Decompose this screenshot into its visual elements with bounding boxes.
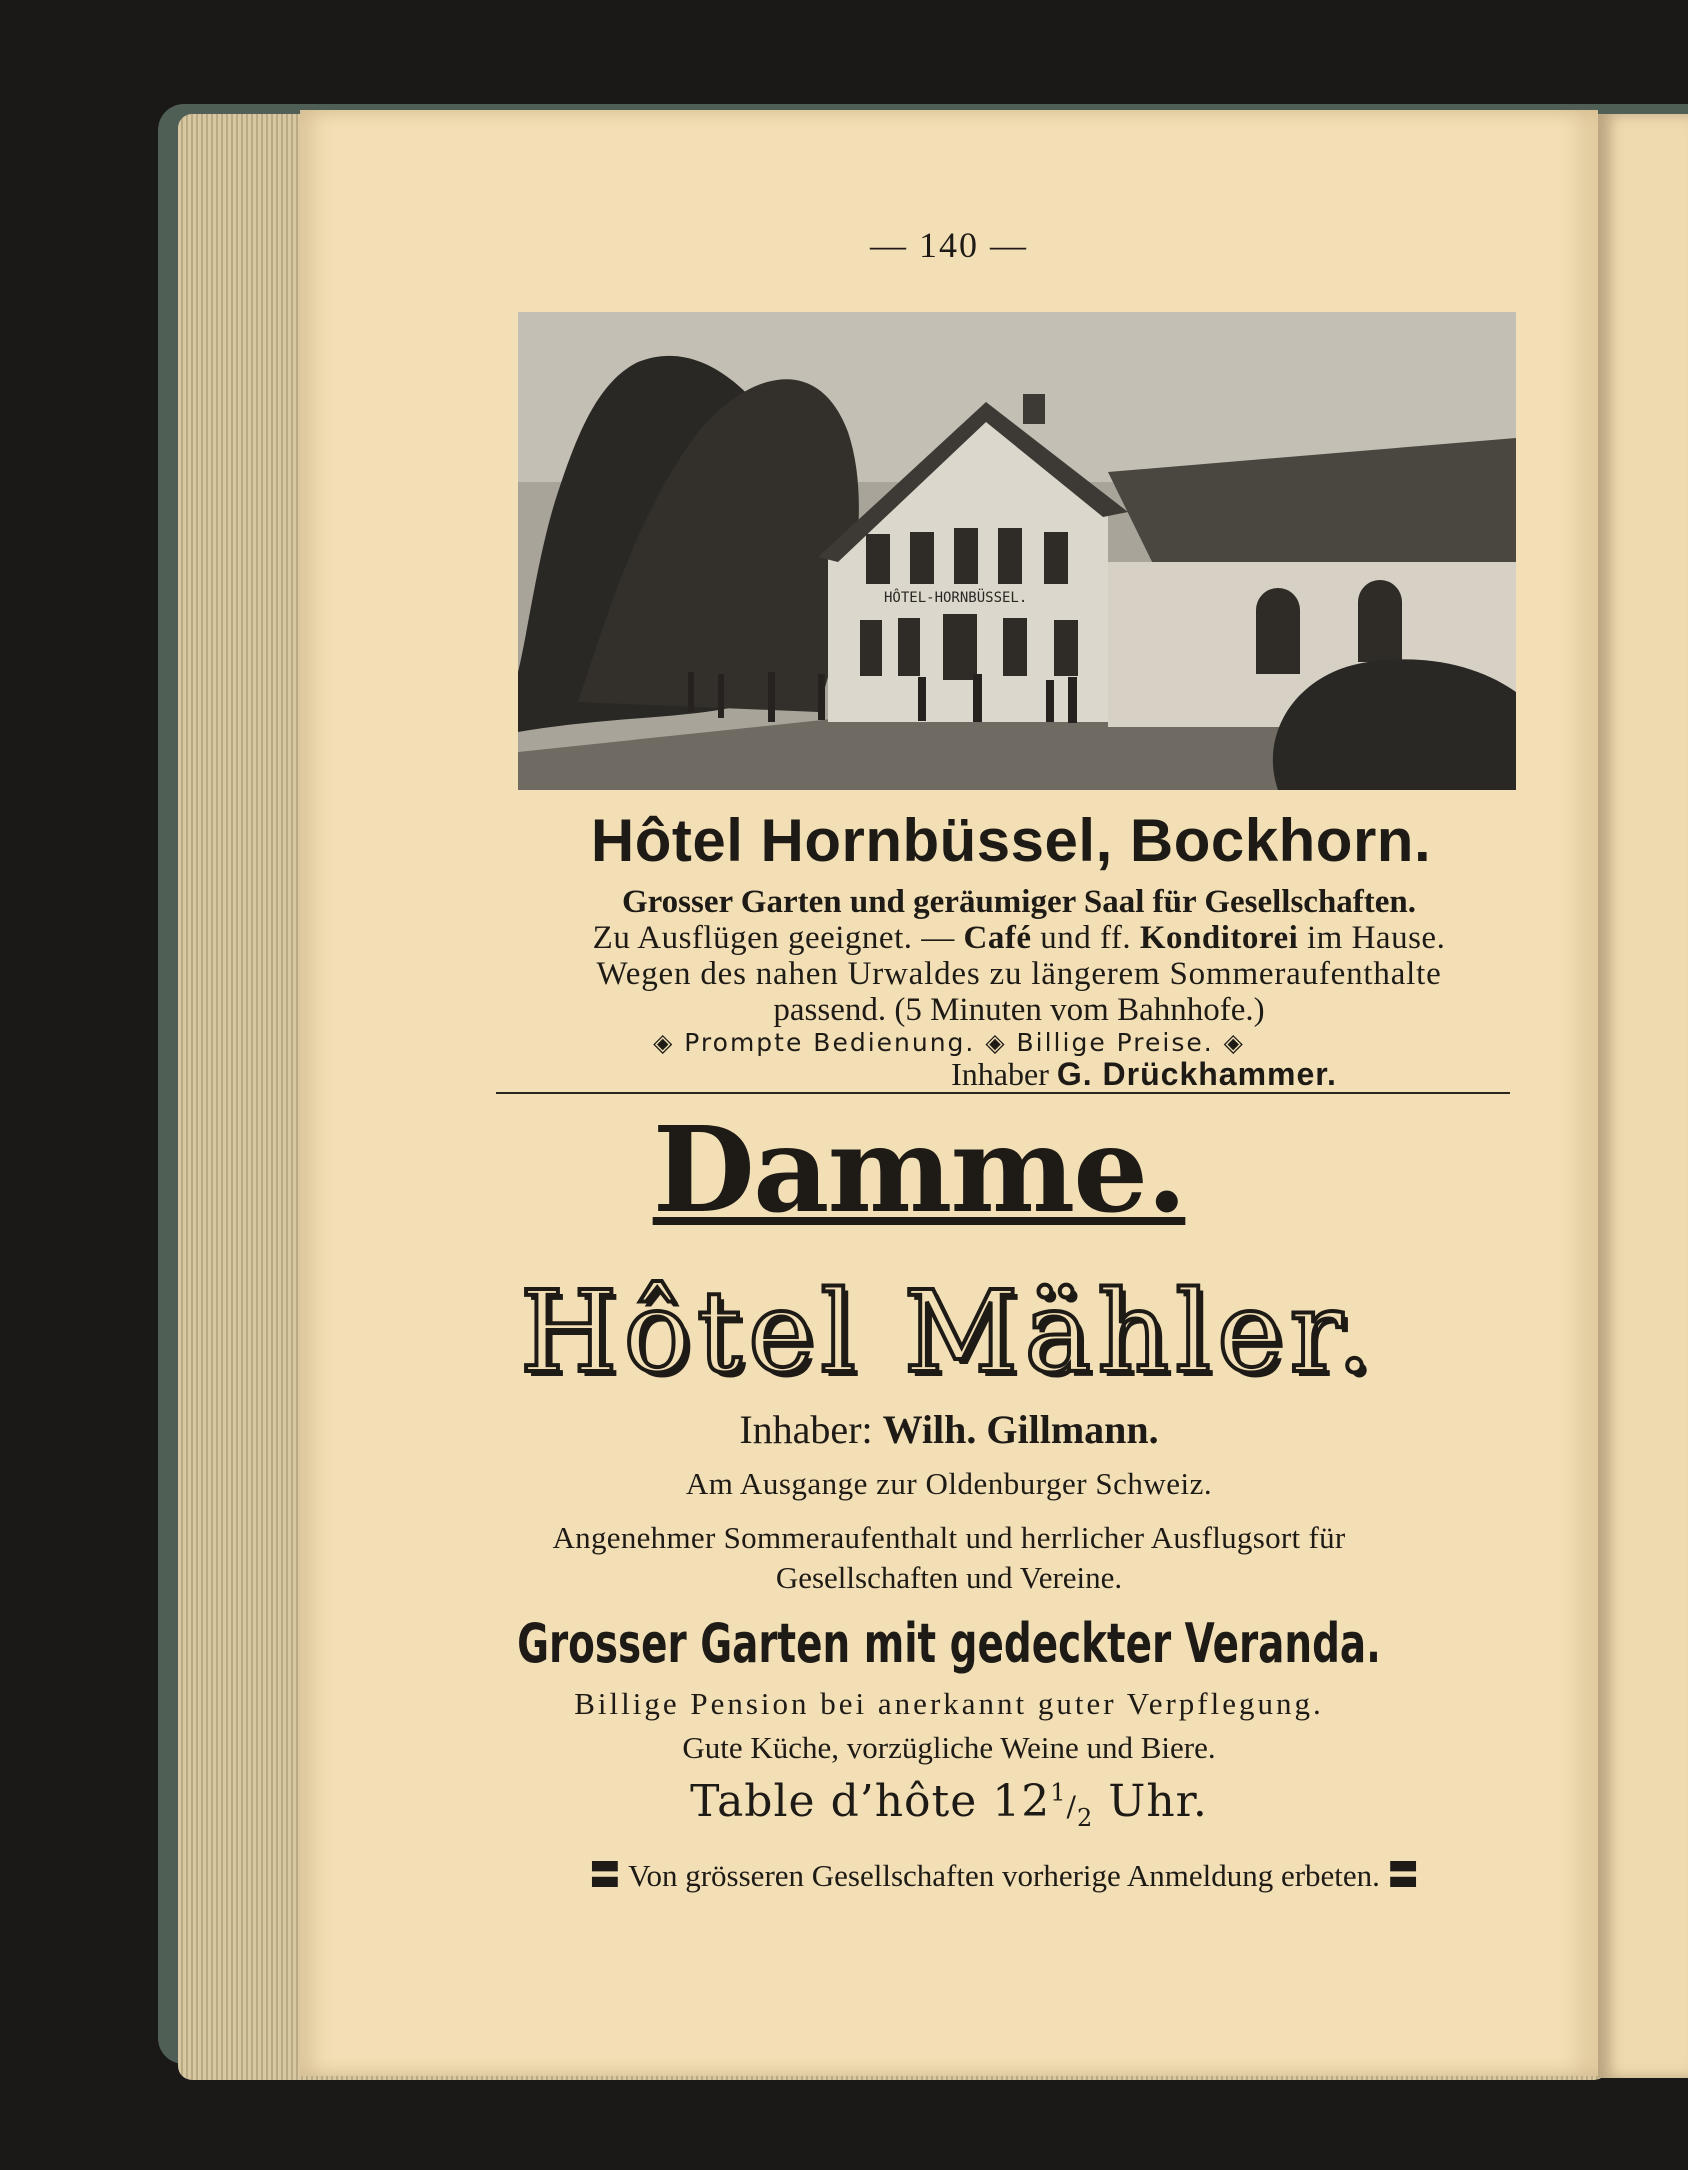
service-prices: Billige Preise. (1016, 1028, 1214, 1057)
table-dhote-uhr: Uhr. (1108, 1776, 1208, 1827)
ornament-icon: ◈ (985, 1028, 1007, 1057)
hornbuessel-line-2-a: Zu Ausflügen geeignet. — (592, 920, 955, 956)
maehler-table-dhote: Table d’hôte $12^1/_2$ Uhr. (690, 1776, 1208, 1832)
owner-label: Inhaber (951, 1056, 1049, 1092)
hornbuessel-line-2 (500, 920, 1538, 957)
damme-title: Damme. (652, 1100, 1186, 1239)
maehler-title: Hôtel Mähler. (519, 1268, 1379, 1398)
facing-page-edge (1598, 114, 1688, 2078)
hotel-photo-illustration (518, 312, 1516, 790)
ornament-icon: ◈ (1223, 1028, 1245, 1057)
maehler-location: Am Ausgange zur Oldenburger Schweiz. (685, 1466, 1213, 1501)
page-number: — 140 — (870, 225, 1028, 265)
table-dhote-text: Table d’hôte 12 (690, 1776, 1051, 1827)
hotel-photo (518, 312, 1516, 790)
photo-sign: HÔTEL-HORNBÜSSEL. (884, 590, 1028, 606)
maehler-garden: Grosser Garten mit gedeckter Veranda. (517, 1612, 1381, 1675)
owner-name: G. Drückhammer. (1056, 1056, 1337, 1092)
hornbuessel-line-3: Wegen des nahen Urwaldes zu längerem Sommeraufenthalte (596, 956, 1442, 992)
hornbuessel-owner (760, 1056, 1528, 1093)
maehler-owner-name: Wilh. Gillmann. (882, 1407, 1159, 1452)
ornament-icon: ◈ (653, 1028, 675, 1057)
maehler-desc-2: Gesellschaften und Vereine. (775, 1560, 1123, 1595)
double-bar-icon: 〓 (589, 1858, 621, 1894)
section-divider (496, 1092, 1510, 1094)
service-prompt: Prompte Bedienung. (684, 1028, 976, 1057)
double-bar-icon: 〓 (1387, 1858, 1419, 1894)
maehler-owner-label: Inhaber: (739, 1407, 873, 1452)
hornbuessel-line-1: Grosser Garten und geräumiger Saal für Gesellschaften. (621, 884, 1417, 920)
fraction-numerator: 1 (1050, 1778, 1067, 1807)
maehler-owner (300, 1406, 1598, 1453)
maehler-desc-1: Angenehmer Sommeraufenthalt und herrlicher Ausflugsort für (552, 1520, 1346, 1555)
hornbuessel-line-2-c: und ff. (1040, 920, 1132, 956)
fraction-denominator: 2 (1076, 1803, 1094, 1832)
maehler-pension: Billige Pension bei anerkannt guter Verpflegung. (574, 1686, 1324, 1721)
maehler-notice (480, 1850, 1528, 1895)
maehler-kitchen: Gute Küche, vorzügliche Weine und Biere. (682, 1730, 1216, 1765)
hornbuessel-line-4: passend. (5 Minuten vom Bahnhofe.) (773, 992, 1265, 1028)
maehler-notice-text: Von grösseren Gesellschaften vorherige Anmeldung erbeten. (628, 1858, 1380, 1893)
hornbuessel-title: Hôtel Hornbüssel, Bockhorn. (590, 807, 1432, 874)
book-page (300, 110, 1598, 2076)
hornbuessel-service-line (300, 1028, 1598, 1057)
hornbuessel-line-2-e: im Hause. (1307, 920, 1446, 956)
hornbuessel-line-2-d: Konditorei (1139, 920, 1299, 956)
hornbuessel-line-2-b: Café (963, 920, 1032, 956)
